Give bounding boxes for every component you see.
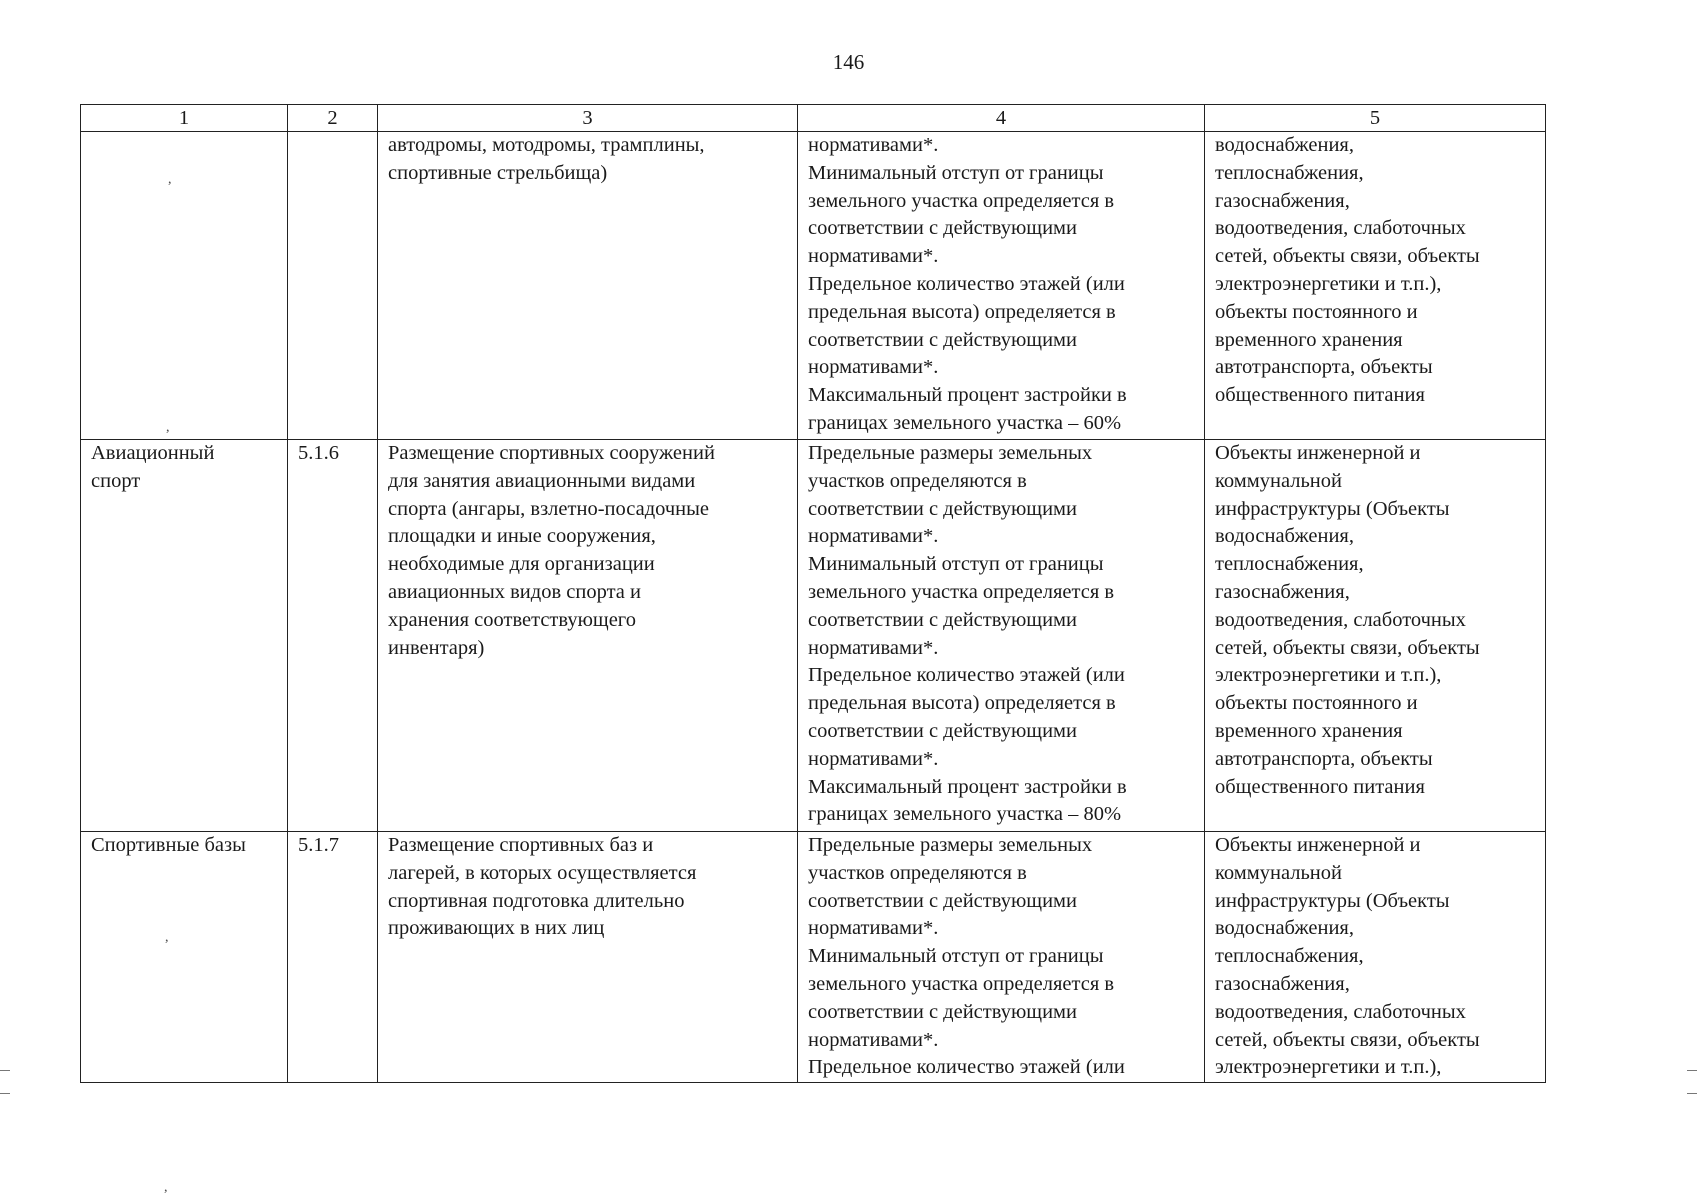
- text-line: соответствии с действующими: [808, 497, 1077, 520]
- text-line: коммунальной: [1215, 469, 1342, 492]
- use-name-cell: [81, 832, 288, 1083]
- text-line: соответствии с действующими: [808, 328, 1077, 351]
- text-line: инфраструктуры (Объекты: [1215, 889, 1450, 912]
- text-line: сетей, объекты связи, объекты: [1215, 636, 1480, 659]
- table-row: [81, 132, 1546, 440]
- text-line: участков определяются в: [808, 861, 1027, 884]
- text-line: площадки и иные сооружения,: [388, 525, 656, 548]
- text-line: границах земельного участка – 80%: [808, 803, 1122, 826]
- text-line: земельного участка определяется в: [808, 189, 1115, 212]
- text-line: водоотведения, слаботочных: [1215, 608, 1466, 631]
- text-line: сетей, объекты связи, объекты: [1215, 1028, 1480, 1051]
- text-line: автотранспорта, объекты: [1215, 747, 1433, 770]
- text-line: временного хранения: [1215, 719, 1403, 742]
- text-line: электроэнергетики и т.п.),: [1215, 272, 1442, 295]
- text-line: временного хранения: [1215, 328, 1403, 351]
- text-line: земельного участка определяется в: [808, 972, 1115, 995]
- text-line: границах земельного участка – 60%: [808, 411, 1122, 434]
- text-line: Минимальный отступ от границы: [808, 553, 1104, 576]
- text-line: инвентаря): [388, 636, 485, 659]
- text-line: земельного участка определяется в: [808, 580, 1115, 603]
- text-line: объекты постоянного и: [1215, 692, 1418, 715]
- text-line: теплоснабжения,: [1215, 945, 1364, 968]
- parameters-cell: [798, 440, 1205, 832]
- text-line: нормативами*.: [808, 636, 939, 659]
- table-row: [81, 440, 1546, 832]
- text-line: предельная высота) определяется в: [808, 300, 1116, 323]
- text-line: электроэнергетики и т.п.),: [1215, 1056, 1442, 1079]
- column-header-1: 1: [81, 105, 288, 132]
- parameters-cell: [798, 132, 1205, 440]
- text-line: авиационных видов спорта и: [388, 580, 641, 603]
- text-line: проживающих в них лиц: [388, 917, 605, 940]
- parameters-cell: [798, 832, 1205, 1083]
- text-line: автодромы, мотодромы, трамплины,: [388, 134, 705, 156]
- text-line: Максимальный процент застройки в: [808, 384, 1127, 407]
- scan-edge-mark: [0, 1070, 10, 1094]
- text-line: спортивная подготовка длительно: [388, 889, 685, 912]
- text-line: Объекты инженерной и: [1215, 442, 1421, 464]
- auxiliary-uses-cell: [1205, 132, 1546, 440]
- scan-speck: ,: [166, 420, 170, 435]
- text-line: водоотведения, слаботочных: [1215, 217, 1466, 240]
- text-line: Размещение спортивных сооружений: [388, 442, 715, 464]
- scan-speck: ,: [168, 172, 172, 187]
- auxiliary-uses-cell: [1205, 832, 1546, 1083]
- text-line: Объекты инженерной и: [1215, 834, 1421, 856]
- text-line: общественного питания: [1215, 775, 1425, 798]
- text-line: соответствии с действующими: [808, 608, 1077, 631]
- text-line: нормативами*.: [808, 1028, 939, 1051]
- text-line: водоснабжения,: [1215, 525, 1354, 548]
- text-line: водоснабжения,: [1215, 134, 1354, 156]
- auxiliary-uses-cell: [1205, 440, 1546, 832]
- text-line: Максимальный процент застройки в: [808, 775, 1127, 798]
- text-line: автотранспорта, объекты: [1215, 356, 1433, 379]
- use-code: 5.1.7: [298, 834, 339, 856]
- column-header-2: 2: [288, 105, 378, 132]
- text-line: хранения соответствующего: [388, 608, 636, 631]
- use-code-cell: [288, 132, 378, 440]
- table-row: [81, 832, 1546, 1083]
- text-line: нормативами*.: [808, 356, 939, 379]
- use-code-cell: [288, 440, 378, 832]
- header-row: [81, 105, 1546, 132]
- scan-edge-mark: [1687, 1070, 1697, 1094]
- text-line: газоснабжения,: [1215, 580, 1350, 603]
- text-line: газоснабжения,: [1215, 972, 1350, 995]
- text-line: участков определяются в: [808, 469, 1027, 492]
- text-line: сетей, объекты связи, объекты: [1215, 245, 1480, 268]
- text-line: объекты постоянного и: [1215, 300, 1418, 323]
- text-line: спорт: [91, 469, 141, 492]
- text-line: нормативами*.: [808, 245, 939, 268]
- text-line: Предельное количество этажей (или: [808, 1056, 1125, 1079]
- text-line: предельная высота) определяется в: [808, 692, 1116, 715]
- text-line: необходимые для организации: [388, 553, 655, 576]
- text-line: газоснабжения,: [1215, 189, 1350, 212]
- text-line: теплоснабжения,: [1215, 161, 1364, 184]
- text-line: Минимальный отступ от границы: [808, 161, 1104, 184]
- use-name-cell: [81, 440, 288, 832]
- column-header-3: 3: [378, 105, 798, 132]
- text-line: лагерей, в которых осуществляется: [388, 861, 697, 884]
- text-line: электроэнергетики и т.п.),: [1215, 664, 1442, 687]
- use-description-cell: [378, 440, 798, 832]
- text-line: нормативами*.: [808, 134, 939, 156]
- text-line: общественного питания: [1215, 384, 1425, 407]
- column-header-4: 4: [798, 105, 1205, 132]
- text-line: нормативами*.: [808, 525, 939, 548]
- text-line: соответствии с действующими: [808, 889, 1077, 912]
- column-header-5: 5: [1205, 105, 1546, 132]
- text-line: соответствии с действующими: [808, 1000, 1077, 1023]
- text-line: теплоснабжения,: [1215, 553, 1364, 576]
- text-line: Авиационный: [91, 442, 215, 464]
- use-code-cell: [288, 832, 378, 1083]
- text-line: Предельное количество этажей (или: [808, 272, 1125, 295]
- text-line: Размещение спортивных баз и: [388, 834, 654, 856]
- text-line: Минимальный отступ от границы: [808, 945, 1104, 968]
- use-description-cell: [378, 832, 798, 1083]
- text-line: Предельные размеры земельных: [808, 442, 1093, 464]
- land-use-table: [80, 104, 1546, 1083]
- use-name-cell: [81, 132, 288, 440]
- text-line: спортивные стрельбища): [388, 161, 608, 184]
- text-line: нормативами*.: [808, 917, 939, 940]
- use-code: 5.1.6: [298, 442, 339, 464]
- text-line: водоотведения, слаботочных: [1215, 1000, 1466, 1023]
- text-line: водоснабжения,: [1215, 917, 1354, 940]
- text-line: соответствии с действующими: [808, 217, 1077, 240]
- text-line: для занятия авиационными видами: [388, 469, 696, 492]
- use-description-cell: [378, 132, 798, 440]
- text-line: нормативами*.: [808, 747, 939, 770]
- text-line: Спортивные базы: [91, 834, 246, 856]
- text-line: инфраструктуры (Объекты: [1215, 497, 1450, 520]
- text-line: спорта (ангары, взлетно-посадочные: [388, 497, 710, 520]
- scan-speck: ,: [164, 1180, 168, 1195]
- text-line: соответствии с действующими: [808, 719, 1077, 742]
- scan-speck: ,: [165, 930, 169, 945]
- text-line: Предельные размеры земельных: [808, 834, 1093, 856]
- text-line: Предельное количество этажей (или: [808, 664, 1125, 687]
- page-number: 146: [832, 50, 865, 74]
- text-line: коммунальной: [1215, 861, 1342, 884]
